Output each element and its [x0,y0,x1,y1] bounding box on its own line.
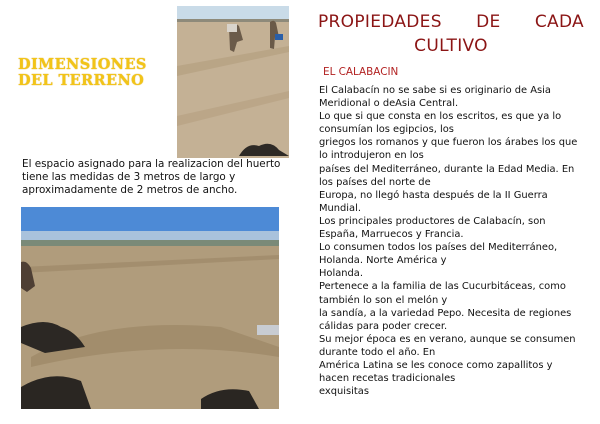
title-word: DE [476,12,501,32]
calabacin-description [319,84,589,398]
calabacin-subheading: EL CALABACIN [323,66,399,78]
text-line: lo introdujeron en los [319,150,424,162]
title-word: CADA [534,12,584,32]
text-line: Holanda. Norte América y [319,255,447,267]
terrain-dimensions-heading [18,57,188,89]
text-line: España, Marruecos y Francia. [319,229,464,241]
text-line: Su mejor época es en verano, aunque se consumen [319,333,576,345]
text-line: Los principales productores de Calabacín, son [319,215,546,227]
heading-line: DIMENSIONES [18,56,147,73]
text-line: también lo son el melón y [319,294,448,306]
text-line: países del Mediterráneo, durante la Edad Media. En [319,163,575,175]
field-photo-top [177,6,289,158]
text-line: los países del norte de [319,176,431,188]
text-line: la sandía, a la variedad Pepo. Necesita de regiones [319,307,572,319]
title-line-2: CULTIVO [414,36,488,56]
text-line: Holanda. [319,268,363,280]
crop-properties-title [318,10,584,58]
text-line: Lo consumen todos los países del Mediterráneo, [319,242,558,254]
text-line: Mundial. [319,202,361,214]
text-line: El Calabacín no se sabe si es originario de Asia [319,85,551,96]
text-line: durante todo el año. En [319,346,436,358]
text-line: Meridional o deAsia Central. [319,98,459,110]
text-line: hacen recetas tradicionales [319,373,456,385]
heading-line: DEL TERRENO [18,72,145,89]
terrain-description: El espacio asignado para la realizacion del huerto tiene las medidas de 3 metros de largo y aproximadamente de 2 metros de ancho. [22,158,281,197]
text-line: América Latina se les conoce como zapallitos y [319,359,553,371]
text-line: Lo que si que consta en los escritos, es que ya lo [319,111,562,123]
text-line: consumían los egipcios, los [319,124,454,136]
text-line: exquisitas [319,386,369,398]
text-line: Europa, no llegó hasta después de la II Guerra [319,189,548,201]
text-line: griegos los romanos y que fueron los árabes los que [319,137,578,149]
text-line: Pertenece a la familia de las Cucurbitáceas, como [319,281,566,293]
title-word: PROPIEDADES [318,12,442,32]
text-line: cálidas para poder crecer. [319,320,448,332]
field-photo-bottom [21,207,279,409]
